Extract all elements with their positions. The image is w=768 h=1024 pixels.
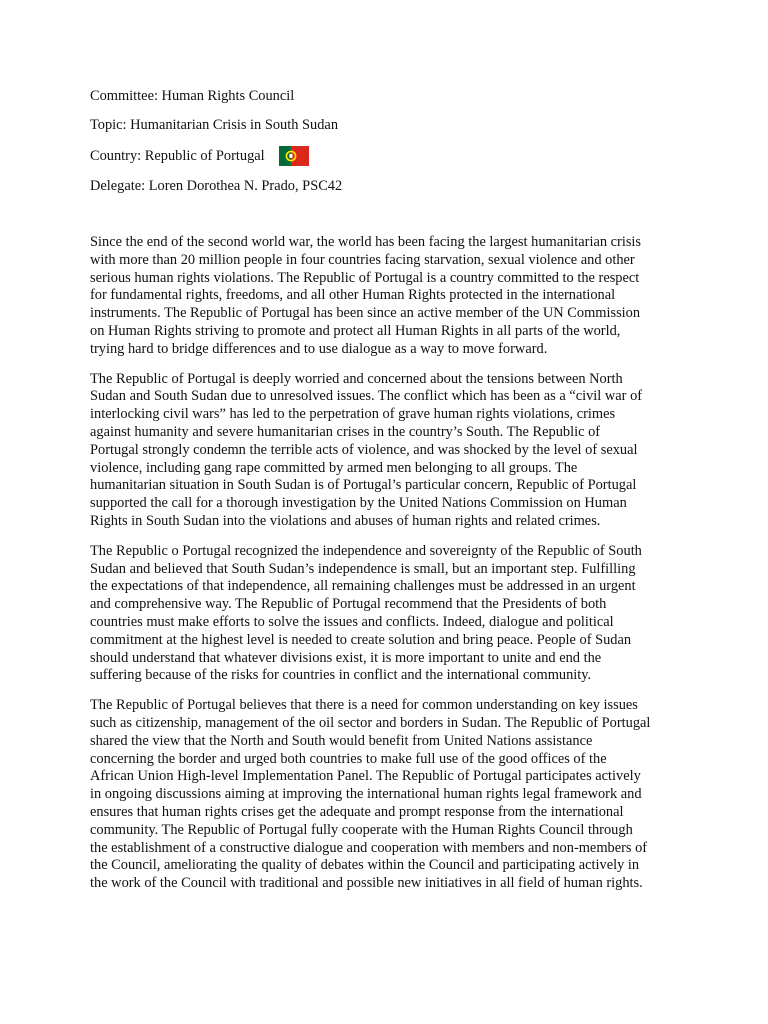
- delegate-text: Delegate: Loren Dorothea N. Prado, PSC42: [90, 178, 343, 194]
- paragraph-2: [90, 371, 688, 531]
- header-spacer: [90, 207, 688, 234]
- paragraph-3: [90, 543, 688, 685]
- paragraph-line: interlocking civil wars” has led to the perpetration of grave human rights violations, crimes: [90, 406, 616, 423]
- paragraph-1: [90, 234, 688, 359]
- paragraph-line: the Council, ameliorating the quality of debates within the Council and participating actively in: [90, 857, 640, 874]
- paragraph-line: suffering because of the risks for countries in conflict and the international community.: [90, 667, 592, 684]
- paragraph-line: should understand that whatever divisions exist, it is more important to unite and end the: [90, 649, 602, 666]
- paragraph-line: supported the call for a thorough investigation by the United Nations Commission on Human: [90, 495, 627, 512]
- topic-text: Topic: Humanitarian Crisis in South Sudan: [90, 117, 339, 133]
- paragraph-line: and comprehensive way. The Republic of Portugal recommend that the Presidents of both: [90, 596, 607, 613]
- paragraph-line: Sudan and believed that South Sudan’s independence is small, but an important step. Fulfilling: [90, 560, 636, 577]
- paragraph-line: the establishment of a constructive dialogue and cooperation with members and non-members of: [90, 839, 648, 856]
- paragraph-line: The Republic of Portugal is deeply worried and concerned about the tensions between North: [90, 370, 623, 387]
- paragraph-line: the work of the Council with traditional and possible new initiatives in all field of human rights.: [90, 875, 643, 892]
- country-text: Country: Republic of Portugal: [90, 147, 265, 164]
- paragraph-line: commitment at the highest level is needed to create solution and bring peace. People of Sudan: [90, 631, 632, 648]
- committee-line: [90, 88, 688, 105]
- paragraph-line: Rights in South Sudan into the violations and abuses of human rights and related crimes.: [90, 512, 601, 529]
- paragraph-line: community. The Republic of Portugal fully cooperate with the Human Rights Council through: [90, 821, 633, 838]
- paragraph-line: trying hard to bridge differences and to use dialogue as a way to move forward.: [90, 340, 548, 357]
- paragraph-line: with more than 20 million people in four countries facing starvation, sexual violence and other: [90, 251, 635, 268]
- position-paper: [90, 88, 688, 905]
- paragraph-line: countries must make efforts to solve the issues and conflicts. Indeed, dialogue and political: [90, 613, 614, 630]
- paragraph-line: humanitarian situation in South Sudan is of Portugal’s particular concern, Republic of Portugal: [90, 477, 637, 494]
- paragraph-line: instruments. The Republic of Portugal has been since an active member of the UN Commission: [90, 305, 641, 322]
- country-line: [90, 146, 688, 166]
- paragraph-4: [90, 697, 688, 893]
- paragraph-line: African Union High-level Implementation Panel. The Republic of Portugal participates actively: [90, 768, 641, 785]
- paragraph-line: concerning the border and urged both countries to make full use of the good offices of the: [90, 750, 607, 767]
- paragraph-line: ensures that human rights crises get the adequate and prompt response from the international: [90, 803, 624, 820]
- topic-line: [90, 117, 688, 134]
- delegate-line: [90, 178, 688, 195]
- paragraph-line: violence, including gang rape committed by armed men belonging to all groups. The: [90, 459, 578, 476]
- paragraph-line: Since the end of the second world war, the world has been facing the largest humanitarian crisis: [90, 234, 642, 250]
- paragraph-line: against humanity and severe humanitarian crises in the country’s South. The Republic of: [90, 423, 601, 440]
- paragraph-line: for fundamental rights, freedoms, and all other Human Rights protected in the international: [90, 287, 616, 304]
- paragraph-line: such as citizenship, management of the oil sector and borders in Sudan. The Republic of Portugal: [90, 714, 651, 731]
- flag-graphic: [279, 146, 309, 166]
- paragraph-line: the expectations of that independence, all remaining challenges must be addressed in an urgent: [90, 578, 636, 595]
- paragraph-line: The Republic o Portugal recognized the independence and sovereignty of the Republic of South: [90, 542, 642, 559]
- paragraph-line: Portugal strongly condemn the terrible acts of violence, and was shocked by the level of sexual: [90, 441, 638, 458]
- paragraph-line: The Republic of Portugal believes that there is a need for common understanding on key issues: [90, 697, 638, 714]
- paragraph-line: shared the view that the North and South would benefit from United Nations assistance: [90, 732, 593, 749]
- paragraph-line: on Human Rights striving to promote and protect all Human Rights in all parts of the world,: [90, 322, 621, 339]
- paragraph-line: serious human rights violations. The Republic of Portugal is a country committed to the respect: [90, 269, 640, 286]
- portugal-flag-icon: [279, 146, 309, 166]
- body-text: [90, 234, 688, 893]
- paragraph-line: Sudan and South Sudan due to unresolved issues. The conflict which has been as a “civil war of: [90, 388, 643, 405]
- committee-text: Committee: Human Rights Council: [90, 88, 295, 104]
- paragraph-line: in ongoing discussions aiming at improving the international human rights legal framework and: [90, 786, 642, 803]
